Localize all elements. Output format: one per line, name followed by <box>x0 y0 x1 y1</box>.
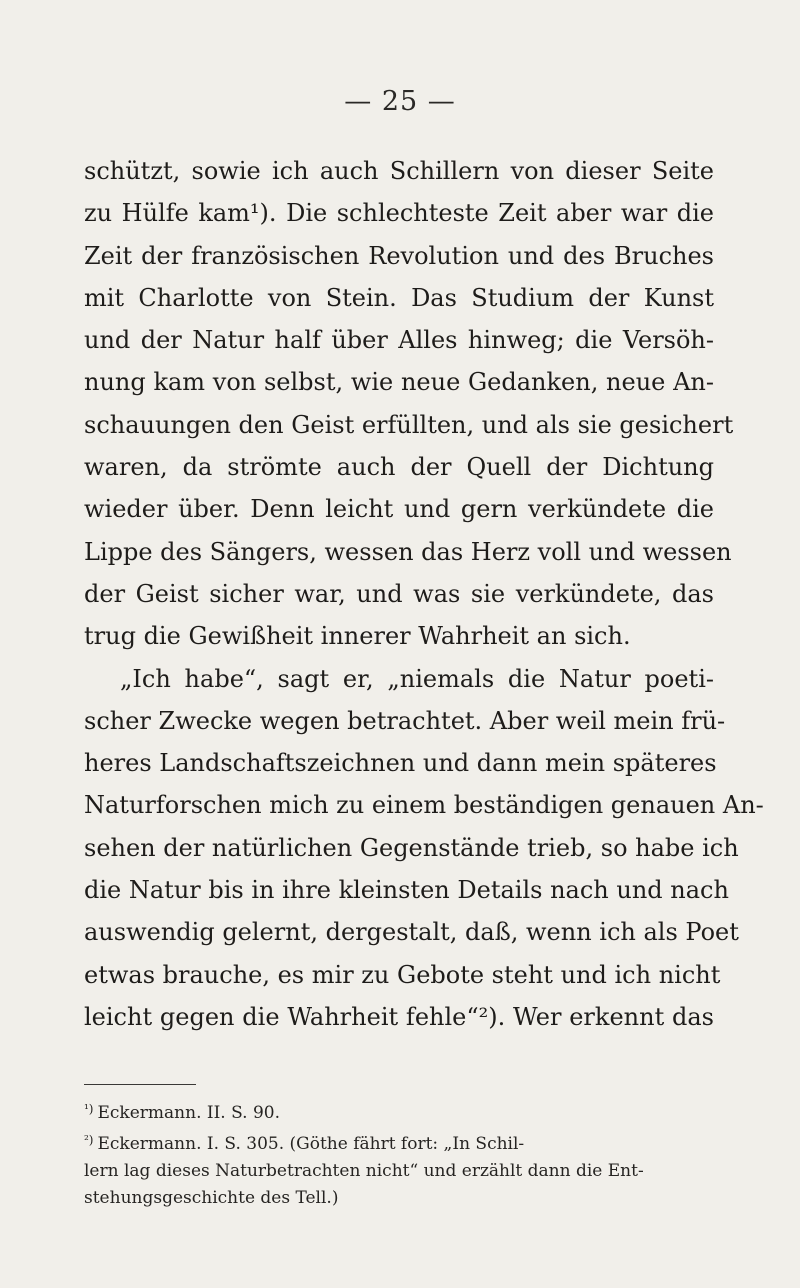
text-line: wieder über. Denn leicht und gern verkündete die <box>84 495 714 524</box>
footnote-2 <box>84 1127 714 1158</box>
text-line: trug die Gewißheit innerer Wahrheit an sich. <box>84 622 631 651</box>
footnote-2-text-line2: lern lag dieses Naturbetrachten nicht“ und erzählt dann die Ent- <box>84 1161 644 1181</box>
footnote-2-text-line3: stehungsgeschichte des Tell.) <box>84 1188 339 1208</box>
text-line: und der Natur half über Alles hinweg; die Versöh- <box>84 326 714 355</box>
text-line: Lippe des Sängers, wessen das Herz voll und wessen <box>84 537 732 566</box>
footnote-2-text-line1: Eckermann. I. S. 305. (Göthe fährt fort: „In Schil- <box>97 1134 525 1154</box>
text-line: Zeit der französischen Revolution und des Bruches <box>84 241 714 270</box>
text-line: nung kam von selbst, wie neue Gedanken, neue An- <box>84 368 714 397</box>
page-number: — 25 — <box>344 86 456 117</box>
text-line: sehen der natürlichen Gegenstände trieb, so habe ich <box>84 833 739 862</box>
text-line: waren, da strömte auch der Quell der Dichtung <box>84 453 714 482</box>
text-line: Naturforschen mich zu einem beständigen genauen An- <box>84 791 764 820</box>
footnotes <box>84 1096 714 1212</box>
footnote-2-marker: ²) <box>84 1133 94 1147</box>
text-line: auswendig gelernt, dergestalt, daß, wenn ich als Poet <box>84 918 739 947</box>
text-line: scher Zwecke wegen betrachtet. Aber weil mein frü- <box>84 706 726 735</box>
text-line: „Ich habe“, sagt er, „niemals die Natur poeti- <box>120 664 714 693</box>
footnote-1-marker: ¹) <box>84 1102 94 1116</box>
text-line: zu Hülfe kam¹). Die schlechteste Zeit aber war die <box>84 199 714 228</box>
text-line: leicht gegen die Wahrheit fehle“²). Wer erkennt das <box>84 1002 714 1031</box>
text-line: schauungen den Geist erfüllten, und als sie gesichert <box>84 410 734 439</box>
text-line: etwas brauche, es mir zu Gebote steht und ich nicht <box>84 960 721 989</box>
main-text-block <box>84 150 764 1038</box>
text-line: heres Landschaftszeichnen und dann mein späteres <box>84 749 717 778</box>
footnote-1-text: Eckermann. II. S. 90. <box>97 1103 281 1123</box>
text-line: mit Charlotte von Stein. Das Studium der Kunst <box>84 283 714 312</box>
footnote-1 <box>84 1096 714 1127</box>
footnote-divider <box>84 1084 196 1085</box>
text-line: der Geist sicher war, und was sie verkündete, das <box>84 579 714 608</box>
text-line: die Natur bis in ihre kleinsten Details nach und nach <box>84 876 729 905</box>
text-line: schützt, sowie ich auch Schillern von dieser Seite <box>84 157 714 185</box>
